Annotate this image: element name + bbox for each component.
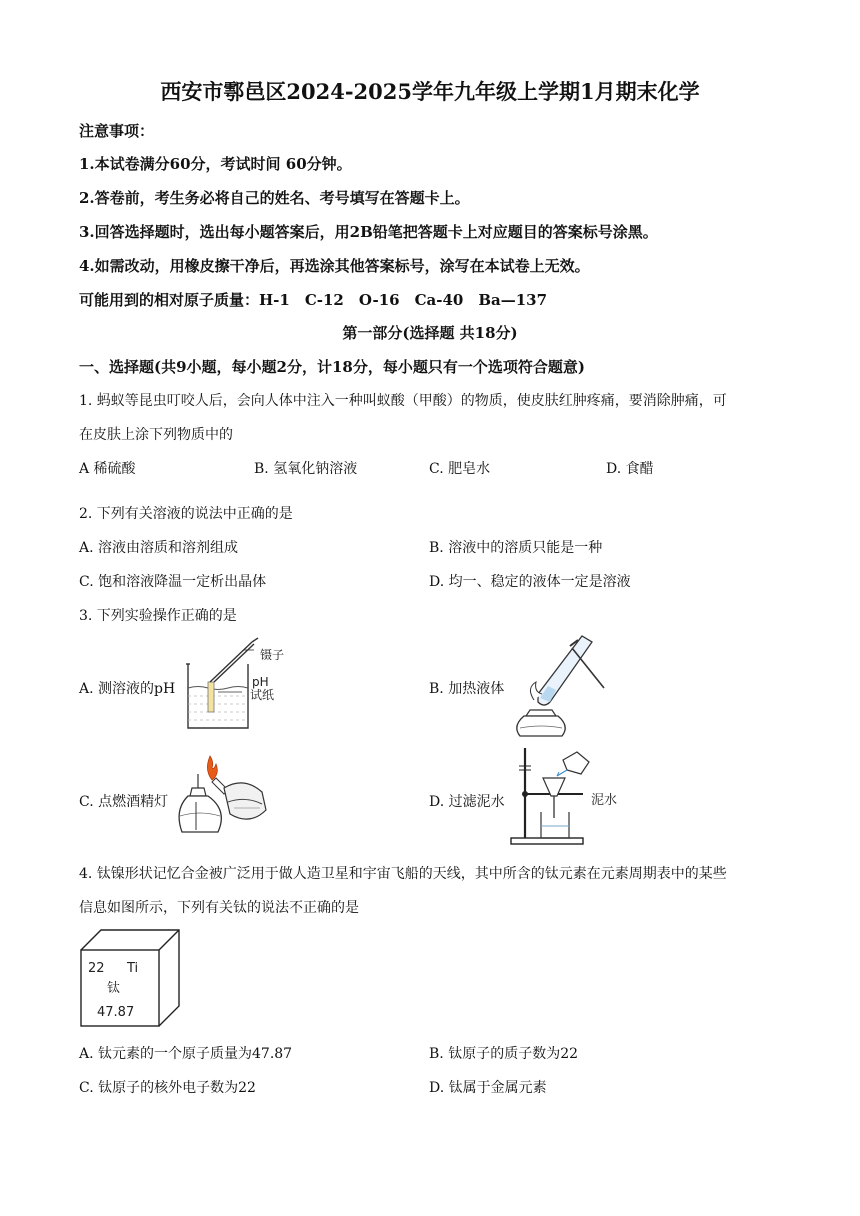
element-symbol: Ti [127, 961, 139, 976]
q1-option-d: D. 食醋 [606, 461, 654, 477]
q3-option-d: D. 过滤泥水 [429, 794, 505, 810]
q4-option-d: D. 钛属于金属元素 [429, 1080, 547, 1096]
element-number: 22 [88, 961, 105, 976]
part1-heading: 第一部分(选择题 共18分) [342, 324, 518, 342]
ph-label: pH [252, 675, 269, 689]
q1-option-b: B. 氢氧化钠溶液 [254, 461, 358, 477]
q1-stem-line2: 在皮肤上涂下列物质中的 [79, 427, 233, 443]
q3-option-c: C. 点燃酒精灯 [79, 794, 169, 810]
q2-option-a: A. 溶液由溶质和溶剂组成 [79, 540, 239, 556]
notice-heading: 注意事项： [79, 122, 155, 140]
element-name: 钛 [107, 981, 121, 996]
q3-option-a: A. 测溶液的pH [79, 681, 176, 697]
q4-option-c: C. 钛原子的核外电子数为22 [79, 1080, 256, 1096]
notice-item-3: 3.回答选择题时，选出每小题答案后，用2B铅笔把答题卡上对应题目的答案标号涂黑。 [79, 223, 658, 241]
tweezers-label: 镊子 [260, 648, 285, 662]
element-mass: 47.87 [97, 1005, 135, 1020]
page-title: 西安市鄠邑区2024-2025学年九年级上学期1月期末化学 [160, 79, 700, 104]
q2-option-d: D. 均一、稳定的液体一定是溶液 [429, 574, 631, 590]
q3-option-b: B. 加热液体 [429, 681, 505, 697]
q4-stem-line1: 4. 钛镍形状记忆合金被广泛用于做人造卫星和宇宙飞船的天线，其中所含的钛元素在元素周期表中的某些 [79, 866, 727, 882]
heat-liquid-figure [512, 628, 612, 744]
light-lamp-figure [174, 752, 274, 842]
atomic-mass-line: 可能用到的相对原子质量：H-1 C-12 O-16 Ca-40 Ba—137 [79, 291, 548, 309]
q3-stem: 3. 下列实验操作正确的是 [79, 608, 237, 624]
q2-option-c: C. 饱和溶液降温一定析出晶体 [79, 574, 267, 590]
filter-figure [505, 744, 625, 848]
q1-option-c: C. 肥皂水 [429, 461, 491, 477]
q4-option-a: A. 钛元素的一个原子质量为47.87 [79, 1046, 293, 1062]
notice-item-2: 2.答卷前，考生务必将自己的姓名、考号填写在答题卡上。 [79, 189, 470, 207]
q2-stem: 2. 下列有关溶液的说法中正确的是 [79, 506, 293, 522]
section-heading: 一、选择题(共9小题，每小题2分，计18分，每小题只有一个选项符合题意) [79, 358, 585, 376]
ph-test-figure [182, 636, 292, 734]
q1-option-a: A 稀硫酸 [79, 461, 136, 477]
q4-option-b: B. 钛原子的质子数为22 [429, 1046, 579, 1062]
q1-stem-line1: 1. 蚂蚁等昆虫叮咬人后，会向人体中注入一种叫蚁酸（甲酸）的物质，使皮肤红肿疼痛，要消除肿痛，可 [79, 393, 727, 409]
titanium-element-card [79, 928, 183, 1028]
mud-label: 泥水 [591, 793, 618, 808]
notice-item-1: 1.本试卷满分60分，考试时间 60分钟。 [79, 155, 352, 173]
notice-item-4: 4.如需改动，用橡皮擦干净后，再选涂其他答案标号，涂写在本试卷上无效。 [79, 257, 590, 275]
q4-stem-line2: 信息如图所示，下列有关钛的说法不正确的是 [79, 900, 359, 916]
paper-label: 试纸 [250, 688, 275, 702]
q2-option-b: B. 溶液中的溶质只能是一种 [429, 540, 603, 556]
